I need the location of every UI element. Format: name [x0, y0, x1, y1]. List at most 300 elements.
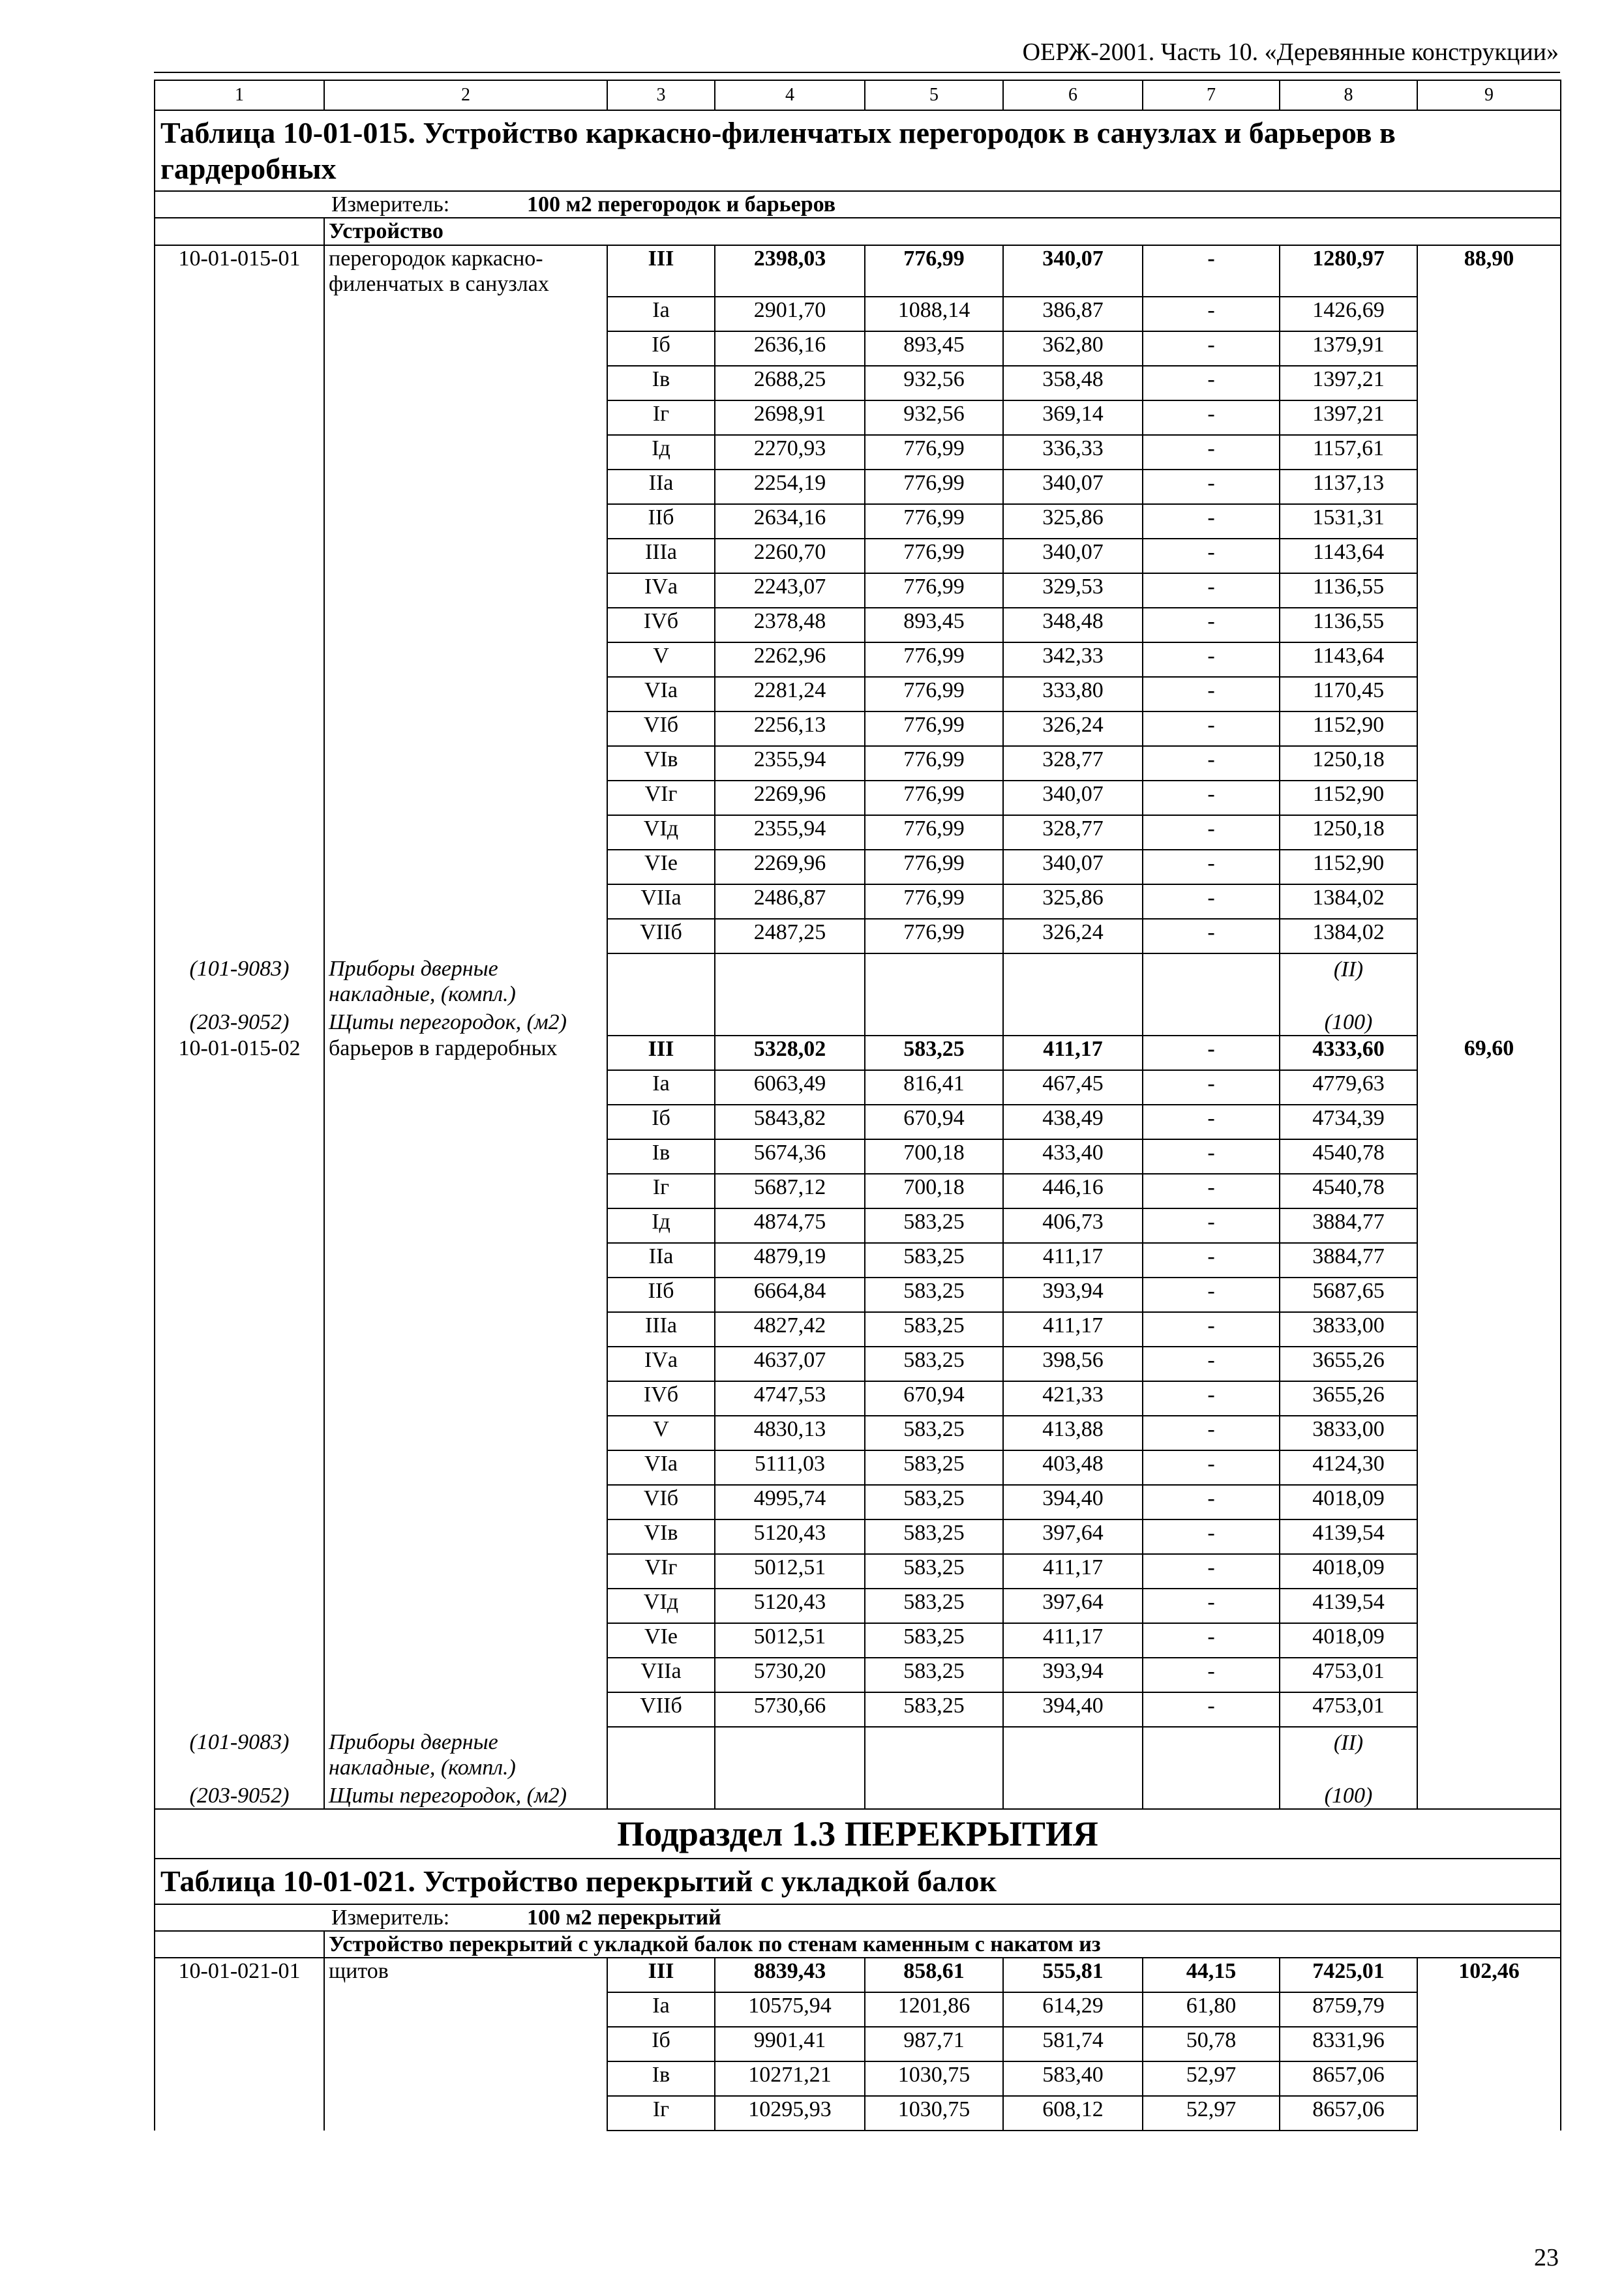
rate-value: 583,25 [865, 1692, 1003, 1727]
rate-value: 3833,00 [1280, 1416, 1417, 1450]
rate-value: - [1143, 1658, 1280, 1692]
table-title: Таблица 10-01-021. Устройство перекрытий с укладкой балок [155, 1859, 1561, 1904]
section-label-row [155, 1931, 1561, 1958]
rate-value: 1152,90 [1280, 781, 1417, 815]
rate-row [155, 400, 1561, 435]
rate-value: 4779,63 [1280, 1070, 1417, 1105]
rate-row [155, 1450, 1561, 1485]
zone-code: VIд [607, 815, 715, 850]
rate-value: 406,73 [1003, 1208, 1143, 1243]
zone-code: VIе [607, 850, 715, 884]
rate-value: - [1143, 331, 1280, 366]
rate-value: 583,25 [865, 1485, 1003, 1519]
rate-value: 5687,65 [1280, 1278, 1417, 1312]
rate-value: 2262,96 [715, 642, 865, 677]
labor-value: 69,60 [1417, 1036, 1561, 1070]
zone-code: VIб [607, 1485, 715, 1519]
rate-value: 398,56 [1003, 1347, 1143, 1381]
zone-code: IIIа [607, 1312, 715, 1347]
zone-code: III [607, 1036, 715, 1070]
rate-value: 5674,36 [715, 1139, 865, 1174]
rate-value: 4333,60 [1280, 1036, 1417, 1070]
rate-value: - [1143, 1347, 1280, 1381]
rate-value: - [1143, 746, 1280, 781]
rate-row [155, 642, 1561, 677]
rates-table [154, 80, 1561, 2131]
header-rule [154, 72, 1560, 73]
rate-row [155, 1208, 1561, 1243]
labor-value: 102,46 [1417, 1958, 1561, 1992]
zone-code: VIд [607, 1589, 715, 1623]
rate-row [155, 504, 1561, 539]
rate-value: 403,48 [1003, 1450, 1143, 1485]
rate-value: - [1143, 677, 1280, 711]
rate-value: 438,49 [1003, 1105, 1143, 1139]
rate-row [155, 1416, 1561, 1450]
rate-value: 700,18 [865, 1174, 1003, 1208]
material-name: Приборы дверные накладные, (компл.) [324, 1727, 607, 1780]
rate-value: 2901,70 [715, 297, 865, 331]
rate-value: 583,25 [865, 1554, 1003, 1589]
rate-value: 987,71 [865, 2027, 1003, 2061]
rate-value: 4753,01 [1280, 1658, 1417, 1692]
rate-row [155, 1347, 1561, 1381]
rate-value: 3884,77 [1280, 1208, 1417, 1243]
rate-value: - [1143, 1554, 1280, 1589]
subsection-row [155, 1809, 1561, 1859]
rate-value: - [1143, 1692, 1280, 1727]
rate-row [155, 470, 1561, 504]
zone-code: IVб [607, 608, 715, 642]
rate-value: 1379,91 [1280, 331, 1417, 366]
rate-value: 2636,16 [715, 331, 865, 366]
rate-value: - [1143, 1381, 1280, 1416]
column-number: 6 [1003, 80, 1143, 110]
rate-value: 893,45 [865, 331, 1003, 366]
rate-value: - [1143, 1312, 1280, 1347]
rate-value: - [1143, 1174, 1280, 1208]
rate-value: 52,97 [1143, 2096, 1280, 2131]
rate-value: 421,33 [1003, 1381, 1143, 1416]
rate-value: 5687,12 [715, 1174, 865, 1208]
zone-code: IIб [607, 1278, 715, 1312]
rate-value: 369,14 [1003, 400, 1143, 435]
rate-value: 776,99 [865, 642, 1003, 677]
column-number: 4 [715, 80, 865, 110]
column-number: 8 [1280, 80, 1417, 110]
rate-value: 583,25 [865, 1658, 1003, 1692]
rate-value: 358,48 [1003, 366, 1143, 400]
rate-value: - [1143, 539, 1280, 573]
rate-value: 4637,07 [715, 1347, 865, 1381]
zone-code: Iв [607, 2061, 715, 2096]
rate-value: 2269,96 [715, 781, 865, 815]
rate-row [155, 1312, 1561, 1347]
rate-row [155, 1485, 1561, 1519]
rate-row [155, 815, 1561, 850]
rate-value: 583,25 [865, 1347, 1003, 1381]
rate-value: 4540,78 [1280, 1139, 1417, 1174]
rate-value: 4874,75 [715, 1208, 865, 1243]
rate-value: 608,12 [1003, 2096, 1143, 2131]
rate-value: - [1143, 504, 1280, 539]
rate-value: 614,29 [1003, 1992, 1143, 2027]
rate-value: 340,07 [1003, 850, 1143, 884]
zone-code: Iд [607, 435, 715, 470]
table-title-row [155, 110, 1561, 191]
rate-value: 776,99 [865, 245, 1003, 297]
rate-value: 2378,48 [715, 608, 865, 642]
rate-value: 776,99 [865, 781, 1003, 815]
rate-value: 776,99 [865, 504, 1003, 539]
zone-code: VIв [607, 1519, 715, 1554]
rate-value: 5843,82 [715, 1105, 865, 1139]
rate-value: 2270,93 [715, 435, 865, 470]
rate-value: 1531,31 [1280, 504, 1417, 539]
material-name: Щиты перегородок, (м2) [324, 1007, 607, 1036]
rate-row [155, 573, 1561, 608]
rate-row [155, 781, 1561, 815]
rate-value: 8657,06 [1280, 2096, 1417, 2131]
item-name: барьеров в гардеробных [324, 1036, 607, 1070]
material-value: (II) [1280, 1727, 1417, 1780]
rate-value: 4018,09 [1280, 1623, 1417, 1658]
rate-value: 326,24 [1003, 711, 1143, 746]
rate-value: 397,64 [1003, 1589, 1143, 1623]
rate-value: 2355,94 [715, 815, 865, 850]
material-row [155, 1727, 1561, 1780]
item-name: щитов [324, 1958, 607, 1992]
zone-code: Iг [607, 1174, 715, 1208]
zone-code: Iг [607, 400, 715, 435]
rate-value: - [1143, 1278, 1280, 1312]
rate-row [155, 884, 1561, 919]
rate-value: - [1143, 1243, 1280, 1278]
zone-code: VIа [607, 677, 715, 711]
zone-code: Iв [607, 1139, 715, 1174]
rate-value: 328,77 [1003, 815, 1143, 850]
rate-row [155, 746, 1561, 781]
page-number: 23 [1534, 2244, 1559, 2271]
rate-value: 583,25 [865, 1278, 1003, 1312]
material-row [155, 1007, 1561, 1036]
rate-value: 411,17 [1003, 1554, 1143, 1589]
zone-code: IIб [607, 504, 715, 539]
rate-value: 325,86 [1003, 884, 1143, 919]
rate-value: 776,99 [865, 677, 1003, 711]
rate-value: 583,25 [865, 1623, 1003, 1658]
rate-value: 1152,90 [1280, 850, 1417, 884]
rate-value: 44,15 [1143, 1958, 1280, 1992]
rate-value: 583,25 [865, 1589, 1003, 1623]
rate-value: - [1143, 884, 1280, 919]
rate-value: 932,56 [865, 366, 1003, 400]
item-code: 10-01-015-01 [155, 245, 324, 297]
subsection-title: Подраздел 1.3 ПЕРЕКРЫТИЯ [155, 1809, 1561, 1859]
zone-code: Iб [607, 331, 715, 366]
measure-cell [155, 1904, 1561, 1931]
rate-value: 411,17 [1003, 1623, 1143, 1658]
rate-row [155, 331, 1561, 366]
rate-value: 393,94 [1003, 1658, 1143, 1692]
rate-value: 61,80 [1143, 1992, 1280, 2027]
column-number: 1 [155, 80, 324, 110]
zone-code: V [607, 1416, 715, 1450]
rate-value: 1426,69 [1280, 297, 1417, 331]
column-number-row [155, 80, 1561, 110]
zone-code: IVа [607, 573, 715, 608]
rate-value: - [1143, 919, 1280, 953]
rate-value: - [1143, 781, 1280, 815]
rate-value: - [1143, 1105, 1280, 1139]
rate-value: 4018,09 [1280, 1485, 1417, 1519]
zone-code: IVб [607, 1381, 715, 1416]
rate-value: 4830,13 [715, 1416, 865, 1450]
rate-row [155, 1589, 1561, 1623]
zone-code: Iа [607, 1070, 715, 1105]
zone-code: V [607, 642, 715, 677]
rate-row [155, 2096, 1561, 2131]
rate-value: - [1143, 245, 1280, 297]
rate-value: 5111,03 [715, 1450, 865, 1485]
rate-row [155, 1519, 1561, 1554]
rate-value: - [1143, 1070, 1280, 1105]
rate-value: 1137,13 [1280, 470, 1417, 504]
rate-value: 7425,01 [1280, 1958, 1417, 1992]
rate-value: 328,77 [1003, 746, 1143, 781]
rate-value: 10271,21 [715, 2061, 865, 2096]
rate-value: 2634,16 [715, 504, 865, 539]
rate-row [155, 1992, 1561, 2027]
column-number: 9 [1417, 80, 1561, 110]
rate-value: 1030,75 [865, 2096, 1003, 2131]
rate-value: 52,97 [1143, 2061, 1280, 2096]
rate-row [155, 2061, 1561, 2096]
rate-row [155, 1278, 1561, 1312]
column-number: 5 [865, 80, 1003, 110]
column-number: 2 [324, 80, 607, 110]
zone-code: IIа [607, 1243, 715, 1278]
rate-value: 4879,19 [715, 1243, 865, 1278]
rate-value: 4753,01 [1280, 1692, 1417, 1727]
rate-row [155, 2027, 1561, 2061]
rate-value: 50,78 [1143, 2027, 1280, 2061]
rate-row [155, 539, 1561, 573]
item-name: перегородок каркасно-филенчатых в санузлах [324, 245, 607, 297]
rate-row [155, 1692, 1561, 1727]
rate-value: 340,07 [1003, 470, 1143, 504]
rate-value: - [1143, 470, 1280, 504]
rate-value: 5730,20 [715, 1658, 865, 1692]
rate-value: 776,99 [865, 573, 1003, 608]
rate-row [155, 366, 1561, 400]
zone-code: VIг [607, 781, 715, 815]
rate-row [155, 245, 1561, 297]
table-title: Таблица 10-01-015. Устройство каркасно-филенчатых перегородок в санузлах и барьеров в гардеробных [155, 110, 1561, 191]
zone-code: VIв [607, 746, 715, 781]
zone-code: VIа [607, 1450, 715, 1485]
rate-value: 816,41 [865, 1070, 1003, 1105]
rate-value: 4540,78 [1280, 1174, 1417, 1208]
rate-value: 776,99 [865, 919, 1003, 953]
rate-value: - [1143, 435, 1280, 470]
rate-value: 8839,43 [715, 1958, 865, 1992]
rate-value: 1170,45 [1280, 677, 1417, 711]
rate-row [155, 1381, 1561, 1416]
zone-code: III [607, 245, 715, 297]
rate-value: 362,80 [1003, 331, 1143, 366]
rate-value: 932,56 [865, 400, 1003, 435]
rate-value: 5730,66 [715, 1692, 865, 1727]
zone-code: Iг [607, 2096, 715, 2131]
rate-value: - [1143, 1450, 1280, 1485]
zone-code: VIIа [607, 1658, 715, 1692]
rate-value: - [1143, 297, 1280, 331]
rate-row [155, 1036, 1561, 1070]
rate-value: 413,88 [1003, 1416, 1143, 1450]
rate-value: 9901,41 [715, 2027, 865, 2061]
zone-code: Iд [607, 1208, 715, 1243]
column-number: 7 [1143, 80, 1280, 110]
rate-value: 8331,96 [1280, 2027, 1417, 2061]
rate-value: 10295,93 [715, 2096, 865, 2131]
rate-value: 4734,39 [1280, 1105, 1417, 1139]
rate-value: 858,61 [865, 1958, 1003, 1992]
rate-value: 6664,84 [715, 1278, 865, 1312]
zone-code: VIб [607, 711, 715, 746]
rate-value: 1384,02 [1280, 919, 1417, 953]
labor-value: 88,90 [1417, 245, 1561, 297]
material-row [155, 953, 1561, 1007]
rate-value: 2243,07 [715, 573, 865, 608]
rate-value: 397,64 [1003, 1519, 1143, 1554]
rate-value: 583,25 [865, 1450, 1003, 1485]
rate-value: 4018,09 [1280, 1554, 1417, 1589]
rate-value: 4124,30 [1280, 1450, 1417, 1485]
rate-value: - [1143, 400, 1280, 435]
rate-value: 1136,55 [1280, 608, 1417, 642]
rate-value: 1143,64 [1280, 539, 1417, 573]
rate-value: 1088,14 [865, 297, 1003, 331]
rate-value: 670,94 [865, 1381, 1003, 1416]
rate-value: 4139,54 [1280, 1519, 1417, 1554]
rate-row [155, 1958, 1561, 1992]
rate-value: 4995,74 [715, 1485, 865, 1519]
measure-cell [155, 191, 1561, 218]
measure-row [155, 1904, 1561, 1931]
material-value: (100) [1280, 1007, 1417, 1036]
rate-value: 3655,26 [1280, 1381, 1417, 1416]
column-number: 3 [607, 80, 715, 110]
item-code: 10-01-015-02 [155, 1036, 324, 1070]
rate-row [155, 850, 1561, 884]
rate-value: 776,99 [865, 850, 1003, 884]
rate-value: 2486,87 [715, 884, 865, 919]
rate-value: 5328,02 [715, 1036, 865, 1070]
rate-value: 1250,18 [1280, 815, 1417, 850]
rate-value: 776,99 [865, 470, 1003, 504]
rate-value: 1136,55 [1280, 573, 1417, 608]
rate-value: 340,07 [1003, 245, 1143, 297]
rate-value: 446,16 [1003, 1174, 1143, 1208]
rate-value: 776,99 [865, 711, 1003, 746]
rate-value: - [1143, 1589, 1280, 1623]
rate-value: - [1143, 1485, 1280, 1519]
rate-value: 776,99 [865, 539, 1003, 573]
zone-code: IIа [607, 470, 715, 504]
zone-code: Iа [607, 1992, 715, 2027]
rate-value: 583,25 [865, 1519, 1003, 1554]
rate-value: - [1143, 573, 1280, 608]
rate-row [155, 711, 1561, 746]
rate-value: 5120,43 [715, 1519, 865, 1554]
rate-value: 340,07 [1003, 781, 1143, 815]
zone-code: IVа [607, 1347, 715, 1381]
rate-value: - [1143, 1416, 1280, 1450]
zone-code: Iа [607, 297, 715, 331]
rate-row [155, 297, 1561, 331]
rate-value: - [1143, 1036, 1280, 1070]
rate-value: 2281,24 [715, 677, 865, 711]
zone-code: VIIб [607, 919, 715, 953]
section-label-row [155, 218, 1561, 245]
item-code: 10-01-021-01 [155, 1958, 324, 1992]
rate-value: - [1143, 366, 1280, 400]
rate-value: 1280,97 [1280, 245, 1417, 297]
rate-value: 2256,13 [715, 711, 865, 746]
material-code: (101-9083) [155, 1727, 324, 1780]
rate-value: 10575,94 [715, 1992, 865, 2027]
zone-code: VIг [607, 1554, 715, 1589]
rate-value: 776,99 [865, 815, 1003, 850]
page-header-title: ОЕРЖ-2001. Часть 10. «Деревянные конструкции» [1022, 38, 1559, 66]
rate-value: 2254,19 [715, 470, 865, 504]
rate-value: 1143,64 [1280, 642, 1417, 677]
rate-value: 4747,53 [715, 1381, 865, 1416]
rate-value: 583,25 [865, 1036, 1003, 1070]
rate-row [155, 1105, 1561, 1139]
rate-value: 776,99 [865, 435, 1003, 470]
rate-row [155, 1554, 1561, 1589]
rate-value: 5012,51 [715, 1623, 865, 1658]
section-label: Устройство перекрытий с укладкой балок по стенам каменным с накатом из [324, 1931, 1561, 1958]
rate-value: 1397,21 [1280, 400, 1417, 435]
measure-label: Измеритель: [331, 1905, 450, 1930]
rate-value: - [1143, 1519, 1280, 1554]
material-name: Щиты перегородок, (м2) [324, 1780, 607, 1809]
rate-value: 670,94 [865, 1105, 1003, 1139]
rate-value: 394,40 [1003, 1485, 1143, 1519]
rate-value: 581,74 [1003, 2027, 1143, 2061]
rate-value: 2269,96 [715, 850, 865, 884]
rate-row [155, 1070, 1561, 1105]
rate-value: 326,24 [1003, 919, 1143, 953]
rate-value: - [1143, 711, 1280, 746]
zone-code: VIIб [607, 1692, 715, 1727]
rate-value: - [1143, 1623, 1280, 1658]
rate-value: 336,33 [1003, 435, 1143, 470]
rate-value: 348,48 [1003, 608, 1143, 642]
rate-value: - [1143, 815, 1280, 850]
rate-row [155, 1174, 1561, 1208]
section-label: Устройство [324, 218, 1561, 245]
material-code: (203-9052) [155, 1007, 324, 1036]
rate-value: 2487,25 [715, 919, 865, 953]
rate-value: 467,45 [1003, 1070, 1143, 1105]
rate-value: 4139,54 [1280, 1589, 1417, 1623]
rate-value: 1250,18 [1280, 746, 1417, 781]
rate-value: - [1143, 608, 1280, 642]
